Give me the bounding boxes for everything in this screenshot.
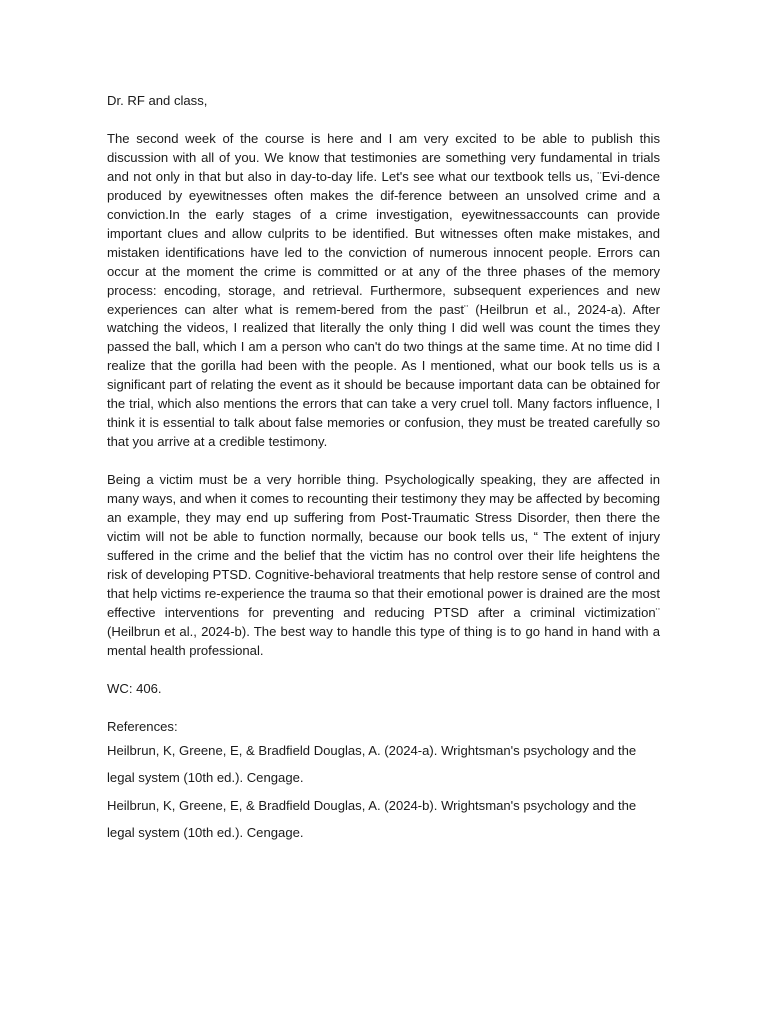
- word-count: WC: 406.: [107, 680, 162, 696]
- references-heading: References:: [107, 718, 178, 734]
- reference-entry-2: Heilbrun, K, Greene, E, & Bradfield Douglas, A. (2024-b). Wrightsman's psychology and the legal system (10th ed.). Cengage.: [107, 797, 637, 841]
- greeting: Dr. RF and class,: [107, 93, 208, 108]
- body-paragraph-1: The second week of the course is here and I am very excited to be able to publish this discussion with all of you. We know that testimonies are something very fundamental in trials and not only in that but also in day-to-day life. Let's see what our textbook tells us, ¨Evi-dence produced by eyewitnesses often makes the dif-ference between an unsolved crime and a conviction.In the early stages of a crime investigation, eyewitnessaccounts can provide important clues and allow culprits to be identified. But witnesses often make mistakes, and mistaken identifications have led to the conviction of numerous innocent people. Errors can occur at the moment the crime is committed or at any of the three phases of the memory process: encoding, storage, and retrieval. Furthermore, subsequent experiences and new experiences can alter what is remem-bered from the past¨ (Heilbrun et al., 2024-a). After watching the videos, I realized that literally the only thing I did well was count the times they passed the ball, which I am a person who can't do two things at the same time. At no time did I realize that the gorilla had been with the people. As I mentioned, what our book tells us is a significant part of relating the event as it should be because important data can be obtained for the trial, which also mentions the errors that can take a very cruel toll. Many factors influence, I think it is essential to talk about false memories or confusion, they must be treated carefully so that you arrive at a credible testimony.: [107, 130, 660, 450]
- document-page: [107, 92, 660, 847]
- reference-entry-1: Heilbrun, K, Greene, E, & Bradfield Douglas, A. (2024-a). Wrightsman's psychology and the legal system (10th ed.). Cengage.: [107, 742, 637, 786]
- body-paragraph-2: Being a victim must be a very horrible thing. Psychologically speaking, they are affected in many ways, and when it comes to recounting their testimony they may be affected by becoming an example, they may end up suffering from Post-Traumatic Stress Disorder, then there the victim will not be able to function normally, because our book tells us, “ The extent of injury suffered in the crime and the belief that the victim has no control over their life heightens the risk of developing PTSD. Cognitive-behavioral treatments that help restore sense of control and that help victims re-experience the trauma so that their emotional power is drained are the most effective interventions for preventing and reducing PTSD after a criminal victimization¨ (Heilbrun et al., 2024-b). The best way to handle this type of thing is to go hand in hand with a mental health professional.: [107, 472, 660, 658]
